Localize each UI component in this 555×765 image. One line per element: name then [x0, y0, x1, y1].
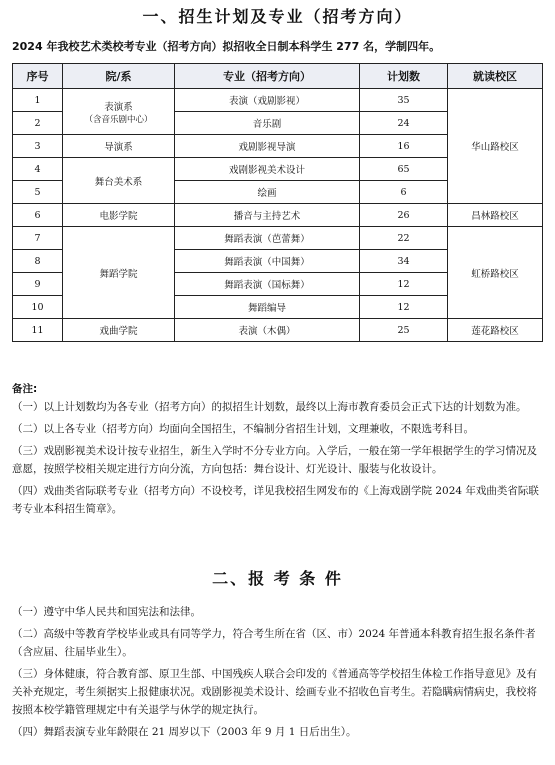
condition-item: （二）高级中等教育学校毕业或具有同等学力，符合考生所在省（区、市）2024 年普通本科教育招生报名条件者（含应届、往届毕业生）。	[12, 628, 536, 658]
notes-section	[12, 380, 542, 522]
major-cell: 舞蹈编导	[175, 296, 360, 319]
major-cell: 播音与主持艺术	[175, 204, 360, 227]
col-header-no: 序号	[13, 64, 63, 89]
major-cell: 舞蹈表演（国标舞）	[175, 273, 360, 296]
row-no: 5	[13, 181, 63, 204]
plan-cell: 22	[360, 227, 448, 250]
note-item: （四）戏曲类省际联考专业（招考方向）不设校考，详见我校招生网发布的《上海戏剧学院 2024 年戏曲类省际联考专业本科招生简章》。	[12, 485, 539, 515]
condition-item: （一）遵守中华人民共和国宪法和法律。	[12, 606, 201, 618]
plan-cell: 65	[360, 158, 448, 181]
col-header-plan: 计划数	[360, 64, 448, 89]
dept-subname: （含音乐剧中心）	[84, 114, 153, 125]
table-row	[13, 89, 543, 112]
plan-cell: 16	[360, 135, 448, 158]
campus-cell: 华山路校区	[448, 89, 543, 204]
table-row	[13, 204, 543, 227]
row-no: 3	[13, 135, 63, 158]
campus-cell: 莲花路校区	[448, 319, 543, 342]
plan-cell: 35	[360, 89, 448, 112]
conditions-section	[12, 603, 542, 745]
note-item: （二）以上各专业（招考方向）均面向全国招生，不编制分省招生计划，文理兼收，不限选考科目。	[12, 423, 474, 435]
dept-cell: 舞台美术系	[63, 158, 175, 204]
row-no: 6	[13, 204, 63, 227]
row-no: 1	[13, 89, 63, 112]
plan-cell: 12	[360, 296, 448, 319]
campus-cell: 昌林路校区	[448, 204, 543, 227]
enrollment-plan-table	[12, 63, 543, 342]
dept-cell: 电影学院	[63, 204, 175, 227]
row-no: 4	[13, 158, 63, 181]
major-cell: 戏剧影视导演	[175, 135, 360, 158]
row-no: 9	[13, 273, 63, 296]
table-row	[13, 227, 543, 250]
dept-cell: 戏曲学院	[63, 319, 175, 342]
major-cell: 舞蹈表演（芭蕾舞）	[175, 227, 360, 250]
major-cell: 舞蹈表演（中国舞）	[175, 250, 360, 273]
major-cell: 绘画	[175, 181, 360, 204]
note-item: （三）戏剧影视美术设计按专业招生，新生入学时不分专业方向。入学后，一般在第一学年根据学生的学习情况及意愿，按照学校相关规定进行方向分流，方向包括：舞台设计、灯光设计、服装与化妆设计。	[12, 445, 537, 475]
plan-cell: 6	[360, 181, 448, 204]
intro-paragraph: 2024 年我校艺术类校考专业（招考方向）拟招收全日制本科学生 277 名，学制四年。	[12, 40, 441, 53]
plan-cell: 34	[360, 250, 448, 273]
dept-name: 表演系	[104, 101, 133, 113]
dept-cell: 导演系	[63, 135, 175, 158]
condition-item: （三）身体健康，符合教育部、原卫生部、中国残疾人联合会印发的《普通高等学校招生体检工作指导意见》及有关补充规定，考生须据实上报健康状况。戏剧影视美术设计、绘画专业不招收色盲考生。若隐瞒病情病史，我校将按照本校学籍管理规定中有关退学与休学的规定执行。	[12, 668, 537, 716]
notes-heading: 备注:	[12, 383, 38, 395]
note-item: （一）以上计划数均为各专业（招考方向）的拟招生计划数，最终以上海市教育委员会正式下达的计划数为准。	[12, 401, 527, 413]
dept-cell: 舞蹈学院	[63, 227, 175, 319]
section-title-enrollment-plan: 一、招生计划及专业（招考方向）	[142, 7, 413, 26]
plan-cell: 25	[360, 319, 448, 342]
row-no: 2	[13, 112, 63, 135]
major-cell: 戏剧影视美术设计	[175, 158, 360, 181]
dept-cell	[63, 89, 175, 135]
campus-cell: 虹桥路校区	[448, 227, 543, 319]
table-row	[13, 319, 543, 342]
plan-cell: 26	[360, 204, 448, 227]
col-header-campus: 就读校区	[448, 64, 543, 89]
major-cell: 表演（木偶）	[175, 319, 360, 342]
plan-cell: 12	[360, 273, 448, 296]
major-cell: 音乐剧	[175, 112, 360, 135]
row-no: 10	[13, 296, 63, 319]
row-no: 8	[13, 250, 63, 273]
section-title-conditions: 二、报 考 条 件	[212, 569, 343, 588]
table-header-row	[13, 64, 543, 89]
col-header-major: 专业（招考方向）	[175, 64, 360, 89]
row-no: 7	[13, 227, 63, 250]
row-no: 11	[13, 319, 63, 342]
col-header-dept: 院/系	[63, 64, 175, 89]
plan-cell: 24	[360, 112, 448, 135]
major-cell: 表演（戏剧影视）	[175, 89, 360, 112]
condition-item: （四）舞蹈表演专业年龄限在 21 周岁以下（2003 年 9 月 1 日后出生）。	[12, 726, 357, 738]
